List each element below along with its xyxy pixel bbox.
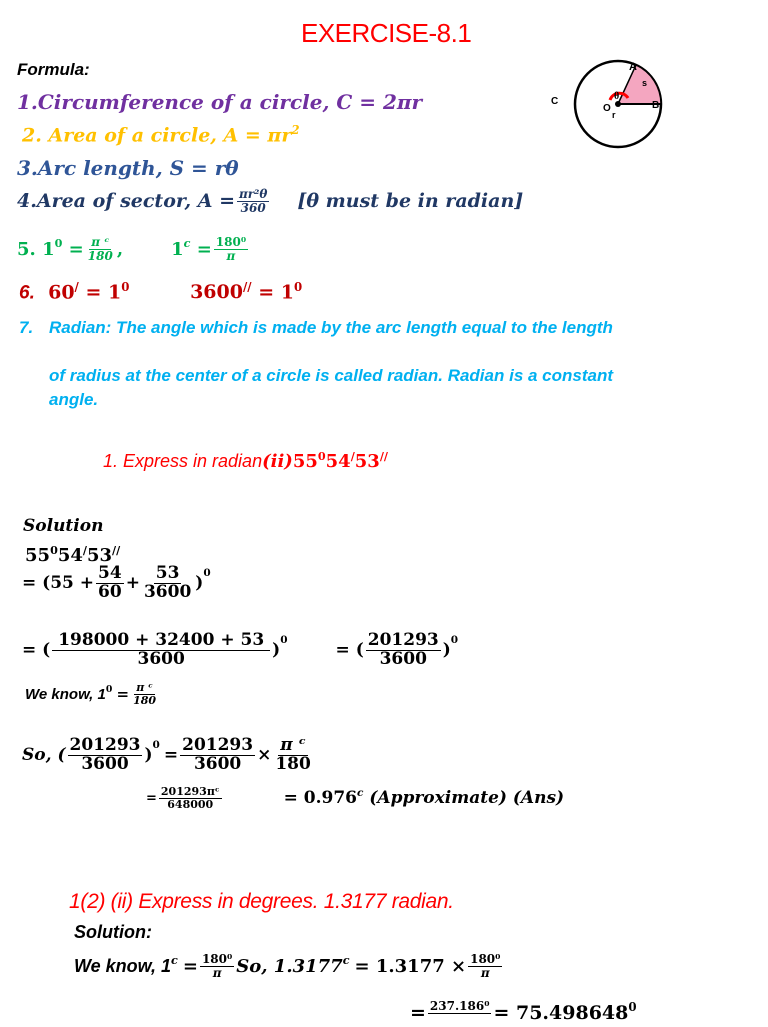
text: +: [125, 573, 140, 594]
label-a: A: [629, 61, 637, 73]
text: = 75.498648: [493, 1002, 629, 1025]
denominator: 3600: [143, 581, 192, 602]
denominator: 180: [275, 753, 311, 774]
result-line: [146, 786, 564, 810]
definition-line-3: angle.: [49, 390, 99, 409]
know-line: [25, 682, 160, 706]
formula-number: 2.: [22, 124, 42, 147]
denominator: 648000: [167, 797, 214, 811]
sup: c: [357, 787, 364, 800]
fraction: [96, 565, 124, 602]
formula-number: 7.: [19, 318, 34, 337]
solution-line-2: [22, 565, 211, 602]
fraction: [180, 737, 255, 774]
sup: c: [342, 953, 350, 967]
formula-sup: 2: [291, 123, 300, 137]
sup: 0: [50, 544, 58, 557]
text: = (: [22, 640, 51, 661]
numerator: 237.186⁰: [429, 999, 490, 1013]
text: So, (: [22, 745, 66, 766]
definition-line-1: Radian: The angle which is made by the arc length equal to the length: [49, 318, 613, 337]
label-s: s: [642, 78, 648, 88]
denominator: 360: [240, 200, 266, 215]
formula-b: 3600: [190, 281, 243, 304]
formula-eq: =: [68, 238, 84, 260]
formula-number: 3.: [17, 156, 38, 180]
text: ): [442, 640, 451, 661]
numerator: 180⁰: [470, 952, 501, 966]
formula-sup: /: [74, 280, 79, 294]
formula-sup: 0: [293, 280, 303, 294]
formula-text: Circumference of a circle, C = 2πr: [37, 90, 423, 114]
text: = (: [335, 640, 364, 661]
text: ): [144, 745, 153, 766]
formula-eq2: =: [196, 238, 212, 260]
sup: //: [112, 544, 121, 557]
denominator: 60: [98, 581, 122, 602]
formula-text: Area of sector, A =: [36, 190, 236, 213]
text: 53: [86, 545, 113, 566]
formula-sup: c: [183, 236, 191, 250]
text: We know, 1: [74, 955, 172, 976]
formula-arc-length: [17, 156, 239, 180]
formula-sup: 0: [121, 280, 130, 294]
formula-a: 60: [48, 281, 75, 304]
formula-comma: ,: [116, 238, 124, 260]
fraction: [68, 737, 143, 774]
question-1: [103, 450, 388, 472]
formula-b-rhs: = 1: [258, 281, 294, 304]
sup: /: [82, 544, 87, 557]
solution-line-3: [22, 632, 458, 669]
solution-2-line-2: [410, 1000, 637, 1026]
formula-number: 6.: [19, 282, 35, 304]
question-val2: 54: [325, 451, 351, 472]
fraction: [86, 236, 115, 262]
label-r: r: [612, 110, 616, 120]
numerator: π ᶜ: [91, 235, 110, 249]
question-part: (ii): [262, 451, 293, 472]
formula-sup: //: [242, 280, 252, 294]
solution-label: Solution: [23, 516, 104, 536]
numerator: 53: [155, 563, 180, 583]
fraction: [237, 188, 269, 214]
text: =: [116, 685, 130, 704]
denominator: 3600: [81, 753, 129, 774]
text: =: [410, 1002, 426, 1025]
denominator: 180: [87, 248, 113, 263]
text: = (55 +: [22, 573, 95, 594]
so-line: [22, 737, 315, 774]
formula-number: 5.: [17, 238, 36, 260]
question-val: 55: [292, 451, 318, 472]
formula-degree-radian: [17, 236, 250, 262]
fraction: [366, 632, 441, 669]
page-title: EXERCISE-8.1: [301, 18, 472, 48]
text: 54: [57, 545, 83, 566]
solution-2-label: Solution:: [74, 922, 152, 942]
text: =: [182, 955, 198, 977]
numerator: 201293: [69, 735, 141, 755]
text: We know, 1: [25, 685, 106, 703]
numerator: 201293: [182, 735, 254, 755]
label-b: B: [652, 100, 660, 111]
numerator: 201293πᶜ: [160, 785, 220, 798]
text: So, 1.3177: [236, 955, 343, 977]
fraction: [142, 565, 193, 602]
formula-label: Formula:: [17, 60, 90, 79]
formula-a-rhs: = 1: [85, 281, 122, 304]
fraction: [214, 236, 248, 262]
sup: c: [171, 953, 178, 967]
text: = 1.3177 ×: [354, 955, 467, 977]
sup: 0: [628, 1000, 637, 1015]
fraction: [52, 632, 270, 669]
fraction: [200, 953, 234, 979]
text: ×: [257, 745, 272, 766]
fraction: [273, 737, 313, 774]
sup: 0: [152, 739, 160, 752]
formula-circumference: [17, 90, 422, 114]
denominator: 3600: [137, 648, 185, 669]
sup: //: [379, 450, 388, 463]
sup: 0: [203, 567, 211, 580]
formula-number: 4.: [17, 190, 37, 213]
text: (Approximate) (Ans): [369, 788, 565, 809]
numerator: 54: [98, 563, 122, 583]
label-o: O: [603, 103, 611, 114]
sup: 0: [105, 683, 113, 695]
formula-note: [θ must be in radian]: [297, 190, 524, 213]
denominator: 180: [133, 693, 157, 707]
label-theta: θ: [614, 91, 620, 102]
sup: 0: [317, 450, 326, 463]
numerator: 201293: [367, 630, 439, 650]
text: ): [195, 573, 204, 594]
formula-area-sector: [17, 188, 523, 214]
numerator: 180⁰: [215, 235, 247, 249]
formula-lhs: 1: [42, 238, 55, 260]
fraction: [159, 786, 222, 810]
formula-number: 1.: [17, 90, 38, 114]
formula-minutes-seconds: [19, 280, 302, 304]
numerator: π ᶜ: [136, 681, 153, 694]
formula-text: Arc length, S = rθ: [37, 156, 239, 180]
sup: 0: [280, 634, 288, 647]
definition-line-2: of radius at the center of a circle is called radian. Radian is a constant: [49, 366, 614, 385]
numerator: 198000 + 32400 + 53: [52, 632, 270, 651]
label-c: C: [551, 96, 559, 107]
formula-area-circle: [22, 123, 300, 146]
numerator: π ᶜ: [280, 735, 306, 755]
fraction: [468, 953, 502, 979]
sup: /: [350, 450, 355, 463]
sector-shape: [618, 65, 661, 104]
formula-radian-definition: [19, 316, 613, 412]
solution-2-line-1: [74, 953, 504, 979]
formula-lhs2: 1: [171, 238, 184, 260]
denominator: π: [212, 965, 222, 980]
circle-sector-diagram: [540, 56, 670, 156]
text: =: [146, 790, 157, 806]
denominator: π: [226, 248, 236, 263]
denominator: π: [480, 965, 490, 980]
text: ): [272, 640, 281, 661]
text: 55: [25, 545, 51, 566]
denominator: 3600: [193, 753, 242, 774]
fraction: [131, 682, 158, 706]
formula-sup: 0: [54, 236, 63, 250]
numerator: πr²θ: [239, 187, 268, 201]
sup: 0: [450, 634, 459, 647]
question-val3: 53: [354, 451, 380, 472]
denominator: [456, 1014, 464, 1027]
text: = 0.976: [283, 788, 357, 809]
question-text: 1. Express in radian: [103, 451, 263, 471]
formula-text: Area of a circle, A = πr: [48, 124, 292, 147]
fraction: [428, 1000, 492, 1026]
text: =: [163, 745, 179, 766]
question-2: 1(2) (ii) Express in degrees. 1.3177 radian.: [69, 890, 454, 913]
numerator: 180⁰: [201, 952, 233, 966]
denominator: 3600: [379, 648, 427, 669]
